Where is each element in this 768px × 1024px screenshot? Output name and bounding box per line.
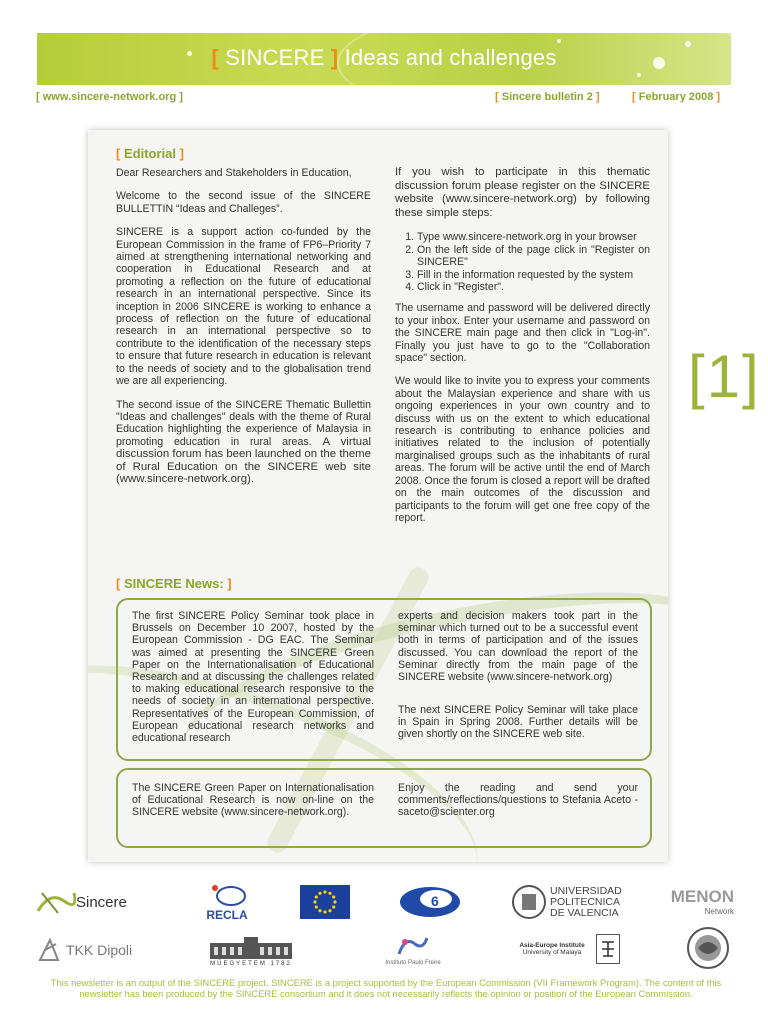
page-number: [1]	[688, 343, 761, 410]
registration-steps	[417, 231, 650, 293]
banner-title: [ SINCERE ] Ideas and challenges	[211, 45, 557, 70]
editorial-heading: [ Editorial ]	[116, 146, 184, 161]
contact-text: Enjoy the reading and send your comments/reflections/questions to Stefania Aceto - saceto@scienter.org	[398, 782, 638, 819]
editorial-paragraph: The second issue of the SINCERE Thematic Bullettin "Ideas and challenges" deals with the theme of Rural Education highlighting the experience of Malaysia in promoting education in rural areas. A virtual discussion forum has been launched on the theme of Rural Education on the SINCERE web site (www.sincere-network.org).	[116, 398, 371, 485]
green-paper-text: The SINCERE Green Paper on Internationalisation of Educational Research is now on-line on the SINCERE website (www.sincere-network.org).	[132, 782, 374, 819]
editorial-right-column	[395, 166, 650, 535]
recla-logo: RECLA	[192, 876, 262, 928]
svg-text:6: 6	[431, 893, 439, 909]
list-item: 1. Type www.sincere-network.org in your browser	[417, 231, 650, 243]
eu-flag-logo	[300, 885, 350, 919]
forum-invitation: We would like to invite you to express your comments about the Malaysian experience and share with us ongoing experiences in your own country and to discuss with us on the extent to which educational research is contributing to enhance policies and initiatives related to the inclusion of potentially marginalised groups such as the inhabitants of rural areas. The forum will be active until the end of March 2008. Once the forum is closed a report will be drafted on the main outcomes of the discussion and participants to the forum will get one free copy of the report.	[395, 375, 650, 524]
asia-europe-institute-logo: Asia-Europe Institute University of Malaya	[519, 942, 585, 956]
editorial-paragraph: Welcome to the second issue of the SINCERE BULLETTIN “Ideas and Challeges”.	[116, 190, 371, 215]
paulo-freire-logo: Instituto Paulo Freire	[378, 930, 448, 970]
header-banner	[37, 33, 731, 85]
footer-disclaimer: This newsletter is an output of the SINCERE project. SINCERE is a project supported by the European Commission (VII Framework Program). The content of this newsletter has been produced by the SINCERE consortium and it does not necessarily reflects the opinion or position of the European Commission.	[50, 977, 722, 999]
forum-intro: If you wish to participate in this thematic discussion forum please register on the SINCERE website (www.sincere-network.org) by following these simple steps:	[395, 166, 650, 219]
bulletin-number: [ Sincere bulletin 2 ]	[495, 91, 600, 103]
editorial-paragraph: Dear Researchers and Stakeholders in Education,	[116, 167, 352, 179]
news-box-green-paper	[116, 768, 652, 848]
asia-europe-emblem-icon	[596, 934, 620, 964]
tkk-dipoli-logo: TKK Dipoli	[36, 932, 146, 968]
list-item: 4. Click in "Register".	[417, 281, 650, 293]
seminar-text: The first SINCERE Policy Seminar took place in Brussels on December 10 2007, hosted by the European Commission - DG EAC. The Seminar was aimed at presenting the SINCERE Green Paper on the Internationalisation of Educational Research and at discussing the challenges related to making educational research responsive to the needs of society in an international perspective. Representatives of the European Commission, of European educational research networks and educational research	[132, 610, 374, 745]
list-item: 3. Fill in the information requested by the system	[417, 269, 650, 281]
muegyetem-logo: MŰEGYETEM 1782	[206, 932, 296, 970]
bulletin-date: [ February 2008 ]	[632, 91, 721, 103]
menon-logo: MENON Network	[670, 886, 734, 916]
list-item: 2. On the left side of the page click in "Register on SINCERE"	[417, 244, 650, 269]
website-link[interactable]: [ www.sincere-network.org ]	[36, 91, 183, 103]
upv-logo: UNIVERSIDAD POLITECNICA DE VALENCIA	[512, 882, 622, 922]
seminar-text-continued: experts and decision makers took part in the seminar which turned out to be a successful event both in terms of participation and of the issues discussed. You can download the report of the Seminar directly from the main page of the SINCERE website (www.sincere-network.org)	[398, 610, 638, 684]
login-instructions: The username and password will be delivered directly to your inbox. Enter your username and password on the SINCERE main page and then click in "Log-in". Finally you just have to go to the "Collaboration space" section.	[395, 302, 650, 365]
news-box-seminar	[116, 598, 652, 761]
sincere-logo: Sincere	[36, 882, 146, 922]
fp6-logo	[398, 884, 462, 920]
news-heading: [ SINCERE News: ]	[116, 576, 232, 591]
next-seminar-text: The next SINCERE Policy Seminar will take place in Spain in Spring 2008. Further details will be given shortly on the SINCERE web site.	[398, 704, 638, 741]
editorial-paragraph: SINCERE is a support action co-funded by the European Commission in the frame of FP6–Priority 7 aimed at strengthening international networking and cooperation in Educational Research and at promoting a reflection on the future of educational research in an international perspective. Since its inception in 2006 SINCERE is working to enhance a process of reflection on the future of educational research in an international perspective so to contribute to the identification of the necessary steps to ensure that future research in education is relevant to the needs of society and to the globalisation trend we are all experiencing.	[116, 226, 371, 388]
editorial-left-column	[116, 167, 371, 496]
unam-seal-logo	[684, 926, 732, 970]
